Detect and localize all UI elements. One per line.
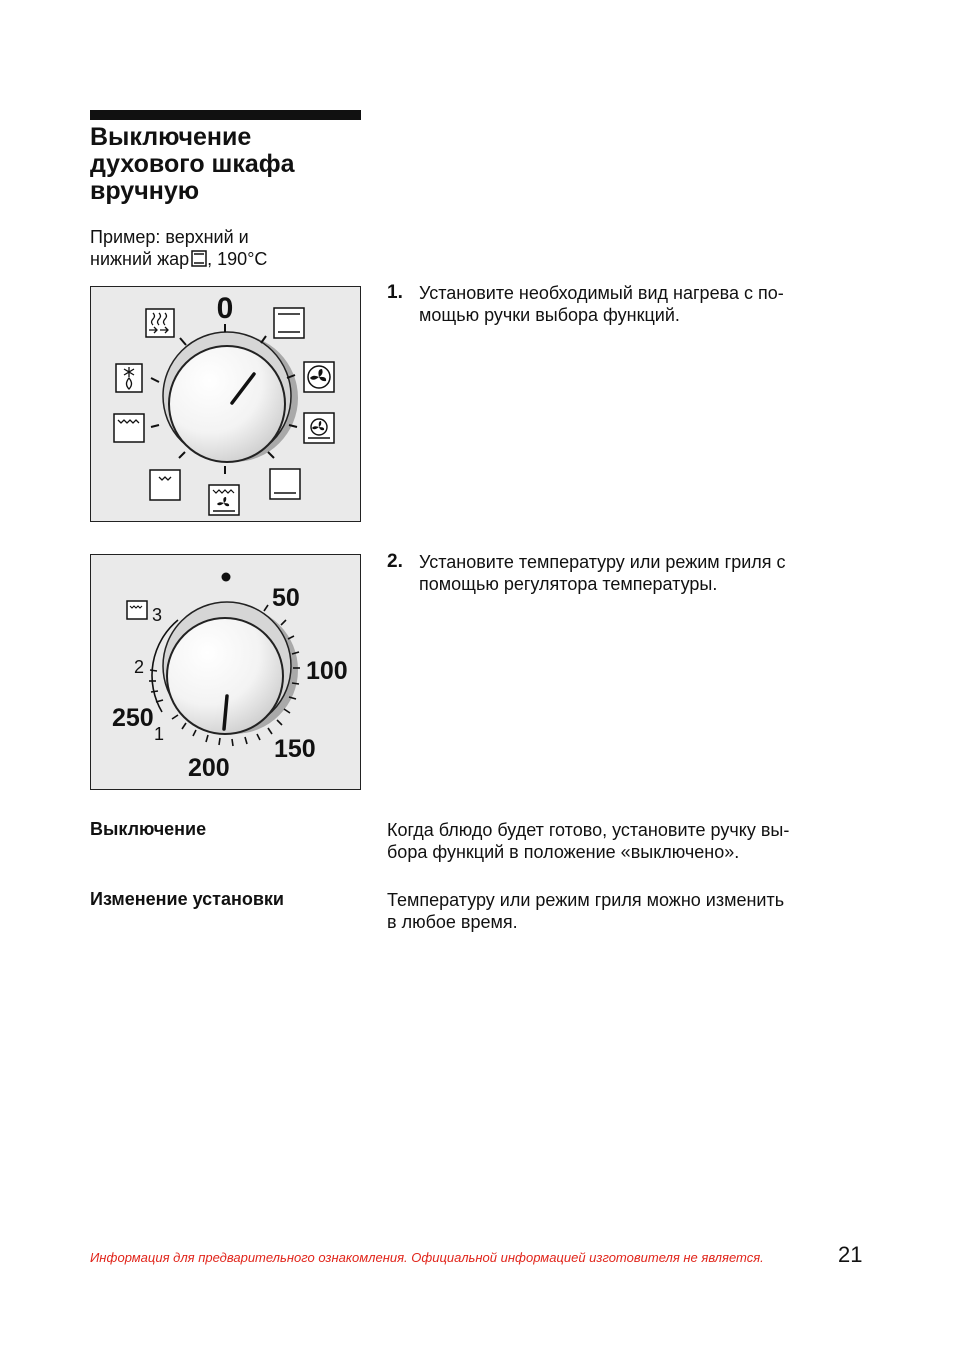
section-rule [90,110,361,120]
title-line: Выключение [90,123,252,151]
off-position-label: 0 [216,292,234,325]
step-line: мощью ручки выбора функций. [419,305,680,325]
grill-icon [114,414,144,442]
step-line: помощью регулятора температуры. [419,574,718,594]
step-text [419,282,867,326]
grill-label-1: 1 [154,724,165,744]
switch-off-label: Выключение [90,819,207,839]
description-line: Температуру или режим гриля можно изменить [387,890,785,910]
temp-label-100: 100 [306,657,348,685]
temp-label-50: 50 [272,584,300,612]
small-grill-icon [150,470,180,500]
temperature-selector-diagram [90,554,361,790]
step-number: 1. [387,282,403,303]
steam-icon [146,309,174,337]
hot-air-grill-icon [304,413,334,443]
function-selector-diagram [90,286,361,522]
section-title [90,124,370,205]
example-line-2: нижний жар , 190°C [90,249,268,269]
page-number: 21 [838,1242,863,1267]
temperature-selector-figure [90,554,361,790]
step-line: Установите температуру или режим гриля с [419,552,786,572]
function-selector-figure [90,286,361,522]
off-position-dot [222,573,231,582]
description-line: Когда блюдо будет готово, установите ручку вы- [387,820,790,840]
switch-off-description [387,819,867,863]
example-caption [90,226,350,270]
title-line: вручную [90,177,200,205]
description-line: в любое время. [387,912,518,932]
disclaimer-note: Информация для предварительного ознакомления. Официальной информацией изготовителя не является. [90,1250,764,1265]
step-number: 2. [387,551,403,572]
example-line-1: Пример: верхний и [90,227,249,247]
top-bottom-heat-icon [191,250,207,267]
defrost-icon [116,364,142,392]
grill-label-3: 3 [152,605,163,625]
temp-label-200: 200 [188,754,230,782]
temp-label-250: 250 [112,704,154,732]
grill-label-2: 2 [134,657,145,677]
step-1 [387,282,867,326]
step-2 [387,551,867,595]
grill-icon [127,601,147,619]
change-setting-label: Изменение установки [90,889,285,909]
function-knob[interactable] [169,346,285,462]
change-setting-description [387,889,867,933]
bottom-heat-icon [270,469,300,499]
temp-label-150: 150 [274,735,316,763]
top-bottom-heat-icon [274,308,304,338]
step-line: Установите необходимый вид нагрева с по- [419,283,784,303]
pizza-setting-icon [209,485,239,515]
step-text [419,551,867,595]
description-line: бора функций в положение «выключено». [387,842,740,862]
title-line: духового шкафа [90,150,295,178]
hot-air-fan-icon [304,362,334,392]
